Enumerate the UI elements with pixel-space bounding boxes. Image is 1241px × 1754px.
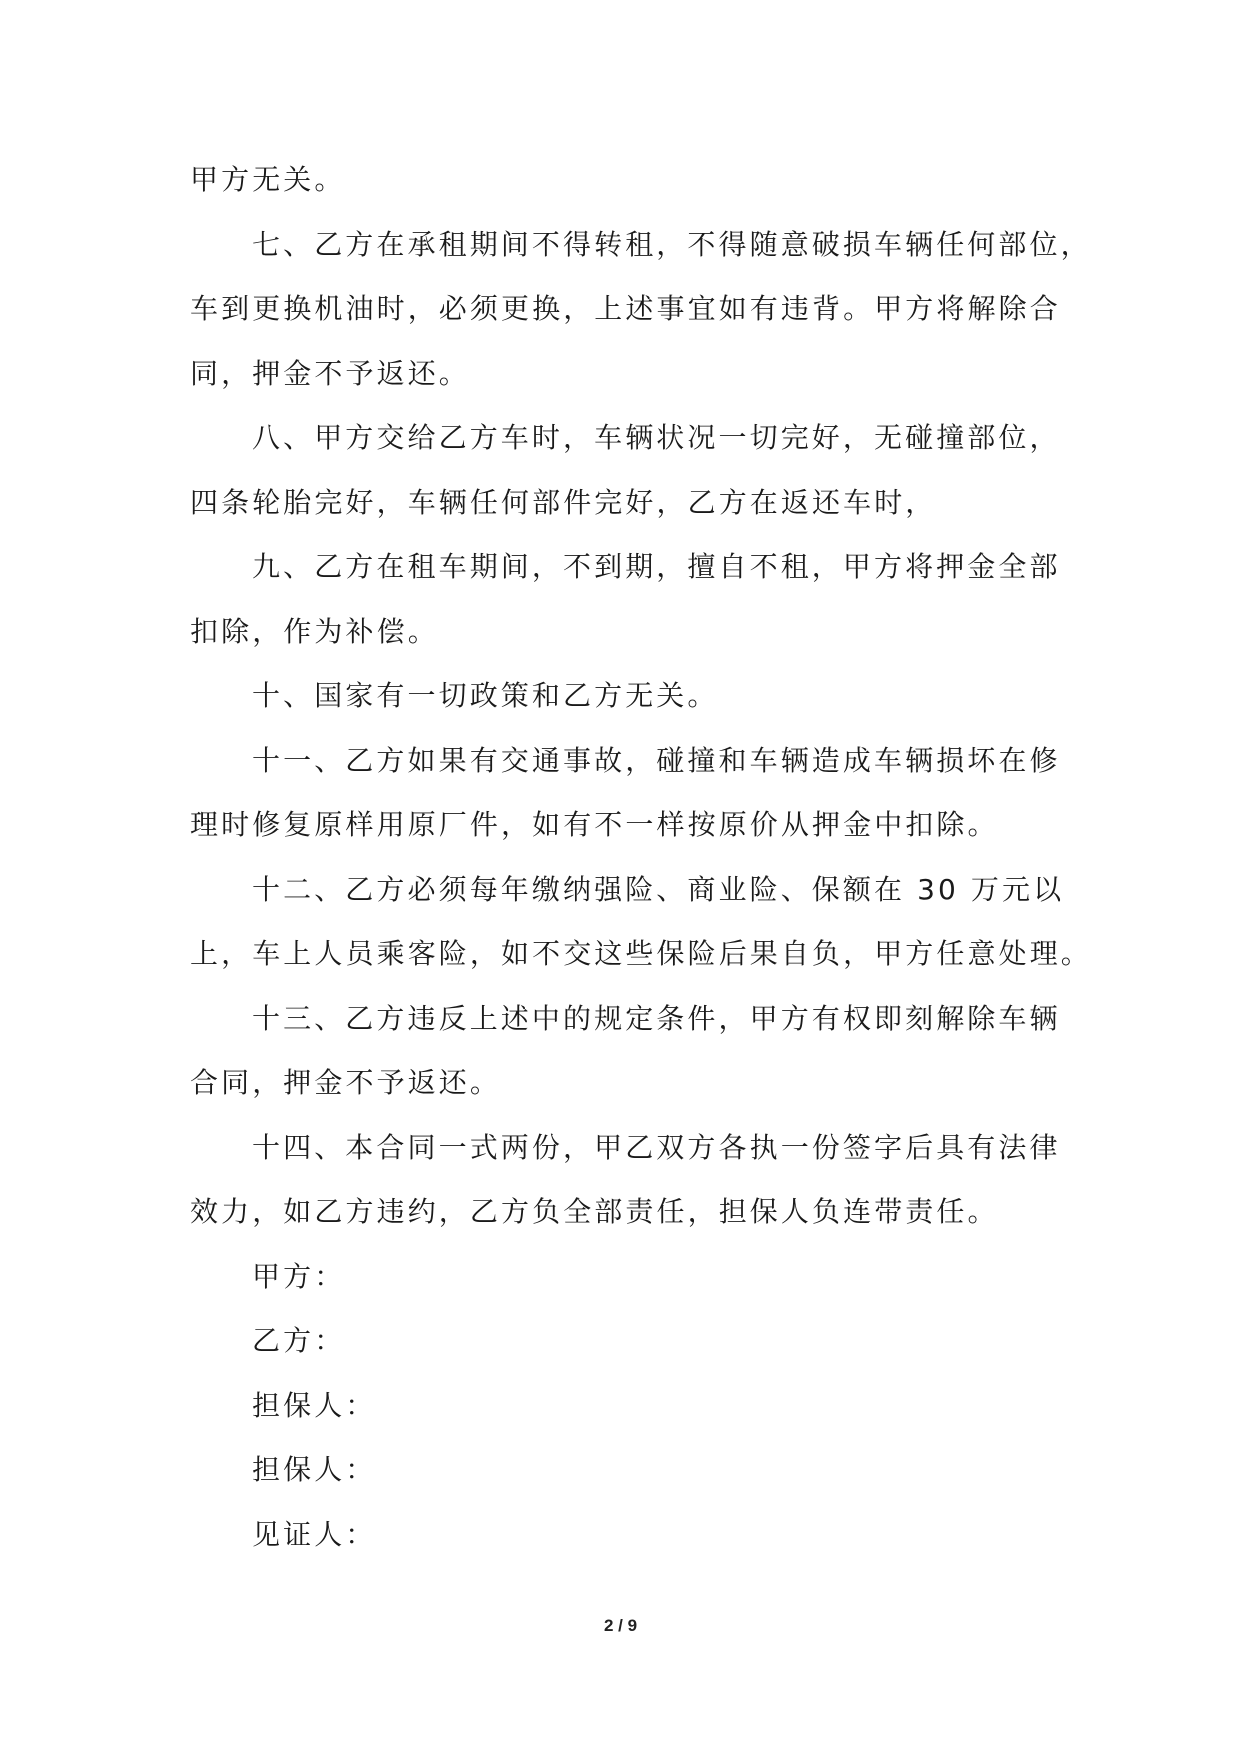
page-number: 2 / 9: [603, 1616, 638, 1635]
text-line: 八、甲方交给乙方车时，车辆状况一切完好，无碰撞部位，: [252, 421, 1061, 454]
signature-party-a: 甲方：: [252, 1259, 346, 1293]
text-line: 理时修复原样用原厂件，如有不一样按原价从押金中扣除。: [190, 808, 999, 841]
text-line: 九、乙方在租车期间，不到期，擅自不租，甲方将押金全部: [252, 550, 1061, 583]
text-line: 十一、乙方如果有交通事故，碰撞和车辆造成车辆损坏在修: [252, 743, 1061, 777]
text-line: 四条轮胎完好，车辆任何部件完好，乙方在返还车时，: [190, 485, 937, 519]
text-line: 七、乙方在承租期间不得转租，不得随意破损车辆任何部位，: [252, 227, 1092, 261]
signature-witness: 见证人：: [252, 1517, 377, 1551]
text-line: 同，押金不予返还。: [190, 356, 470, 390]
text-line: 扣除，作为补偿。: [190, 614, 439, 648]
text-line: 合同，押金不予返还。: [190, 1066, 502, 1099]
text-line: 十四、本合同一式两份，甲乙双方各执一份签字后具有法律: [252, 1130, 1061, 1164]
text-line: 甲方无关。: [190, 163, 346, 196]
text-line: 十二、乙方必须每年缴纳强险、商业险、保额在 30 万元以: [252, 872, 1065, 906]
signature-party-b: 乙方：: [252, 1324, 346, 1357]
text-line: 上，车上人员乘客险，如不交这些保险后果自负，甲方任意处理。: [190, 937, 1092, 970]
text-line: 十、国家有一切政策和乙方无关。: [252, 679, 719, 712]
signature-guarantor-2: 担保人：: [252, 1453, 377, 1486]
document-body: [190, 148, 1092, 1567]
text-line: 十三、乙方违反上述中的规定条件，甲方有权即刻解除车辆: [252, 1001, 1061, 1035]
text-line: 车到更换机油时，必须更换，上述事宜如有违背。甲方将解除合: [190, 292, 1061, 325]
signature-guarantor-1: 担保人：: [252, 1388, 377, 1422]
text-line: 效力，如乙方违约，乙方负全部责任，担保人负连带责任。: [190, 1195, 999, 1228]
